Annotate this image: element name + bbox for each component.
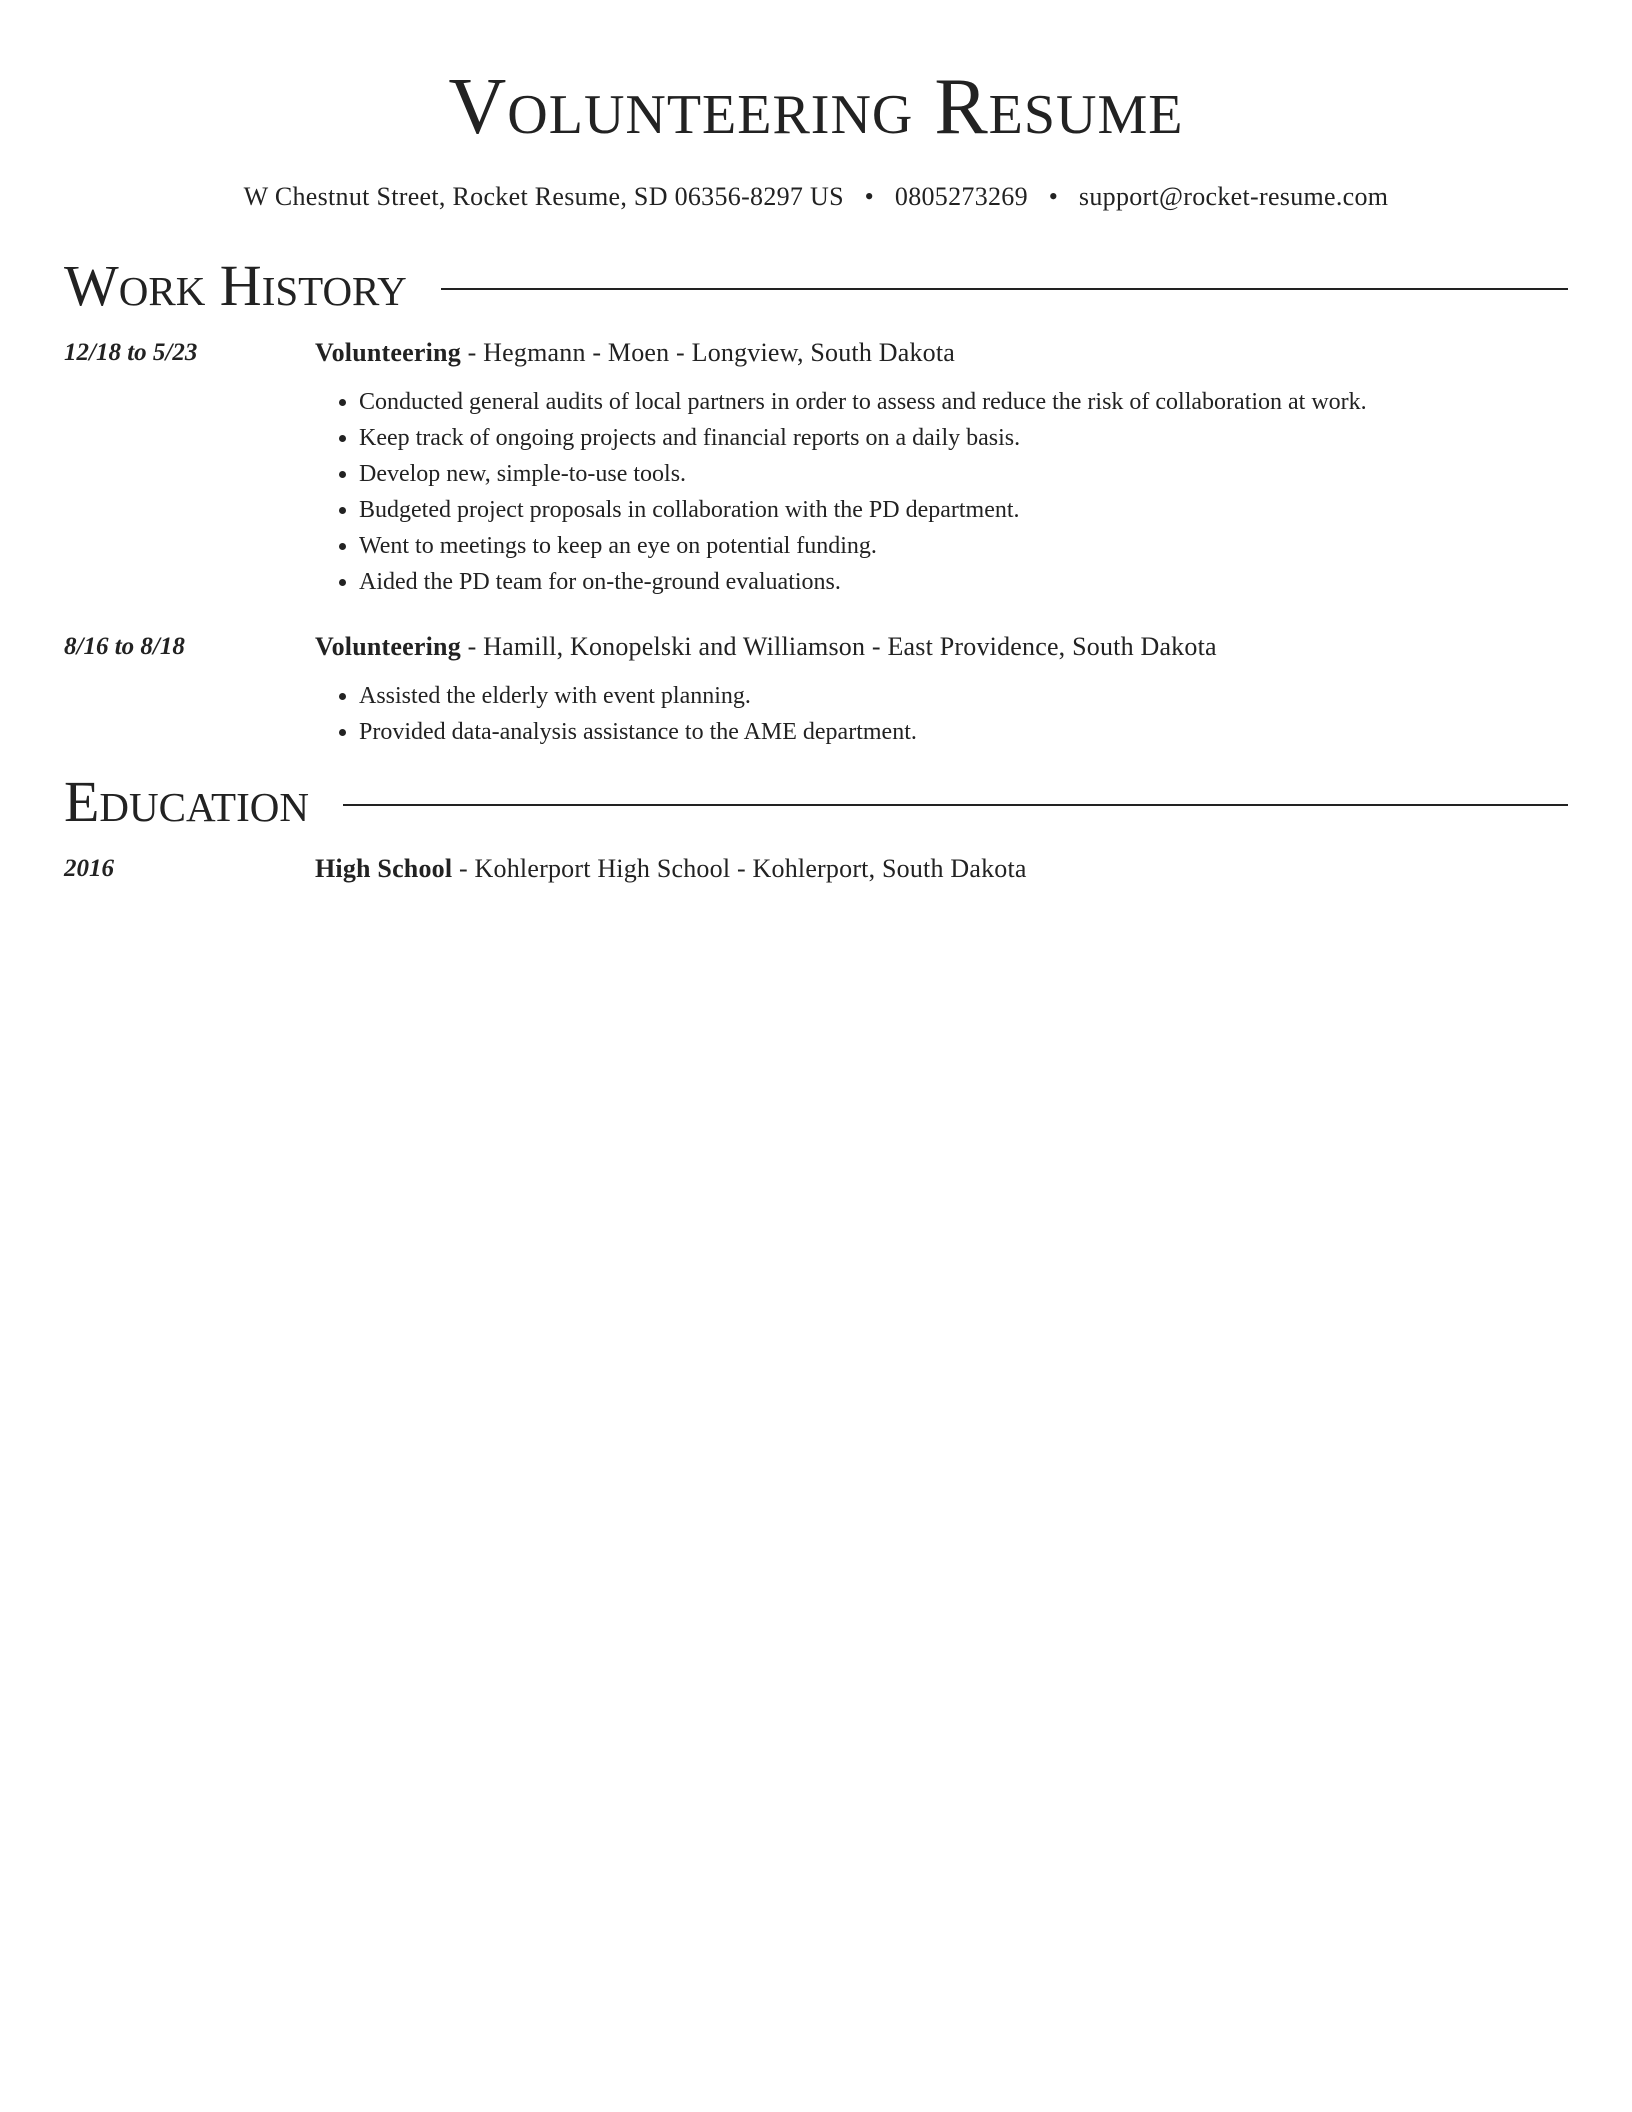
- education-section-header: [64, 770, 1568, 834]
- bullet-item: • Went to meetings to keep an eye on potential funding.: [359, 528, 1568, 564]
- bullet-item: • Keep track of ongoing projects and financial reports on a daily basis.: [359, 420, 1568, 456]
- work-entry-header: [315, 630, 1568, 664]
- work-entry-details: - Hamill, Konopelski and Williamson - East Providence, South Dakota: [460, 632, 1217, 661]
- bullet-item: • Provided data-analysis assistance to the AME department.: [359, 714, 1568, 750]
- education-entry-degree: High School: [315, 854, 453, 883]
- education-entry: [64, 852, 1568, 886]
- work-entry-body: [315, 336, 1568, 600]
- education-entry-header: [315, 852, 1568, 886]
- work-history-section-header: [64, 254, 1568, 318]
- bullet-item: • Develop new, simple-to-use tools.: [359, 456, 1568, 492]
- work-entry: [64, 336, 1568, 600]
- education-entry-body: [315, 852, 1568, 886]
- bullet-item: • Assisted the elderly with event planning.: [359, 678, 1568, 714]
- work-entry-header: [315, 336, 1568, 370]
- bullet-item: • Budgeted project proposals in collaboration with the PD department.: [359, 492, 1568, 528]
- contact-email: support@rocket-resume.com: [1078, 182, 1389, 211]
- work-entry-role: Volunteering: [315, 632, 461, 661]
- work-entry-body: [315, 630, 1568, 750]
- work-entry-dates: 12/18 to 5/23: [64, 339, 198, 366]
- work-entry-bullets: [315, 678, 1568, 750]
- work-entry-dates: 8/16 to 8/18: [64, 633, 185, 660]
- contact-separator: •: [1048, 182, 1059, 211]
- contact-address: W Chestnut Street, Rocket Resume, SD 06356-8297 US: [243, 182, 844, 211]
- work-history-heading: Work History: [64, 253, 407, 318]
- contact-phone: 0805273269: [894, 182, 1028, 211]
- work-entry-role: Volunteering: [315, 338, 461, 367]
- section-divider: [441, 288, 1568, 290]
- contact-separator: •: [864, 182, 875, 211]
- bullet-item: • Aided the PD team for on-the-ground evaluations.: [359, 564, 1568, 600]
- bullet-item: • Conducted general audits of local partners in order to assess and reduce the risk of collaboration at work.: [359, 384, 1568, 420]
- contact-line: [64, 180, 1568, 214]
- work-entry-bullets: [315, 384, 1568, 600]
- work-entry-details: - Hegmann - Moen - Longview, South Dakota: [460, 338, 956, 367]
- section-divider: [343, 804, 1568, 806]
- resume-page: [64, 0, 1568, 886]
- education-entry-dates: 2016: [64, 855, 114, 882]
- work-entry: [64, 630, 1568, 750]
- education-heading: Education: [64, 769, 309, 834]
- education-entry-details: - Kohlerport High School - Kohlerport, South Dakota: [452, 854, 1027, 883]
- page-title: Volunteering Resume: [448, 63, 1184, 151]
